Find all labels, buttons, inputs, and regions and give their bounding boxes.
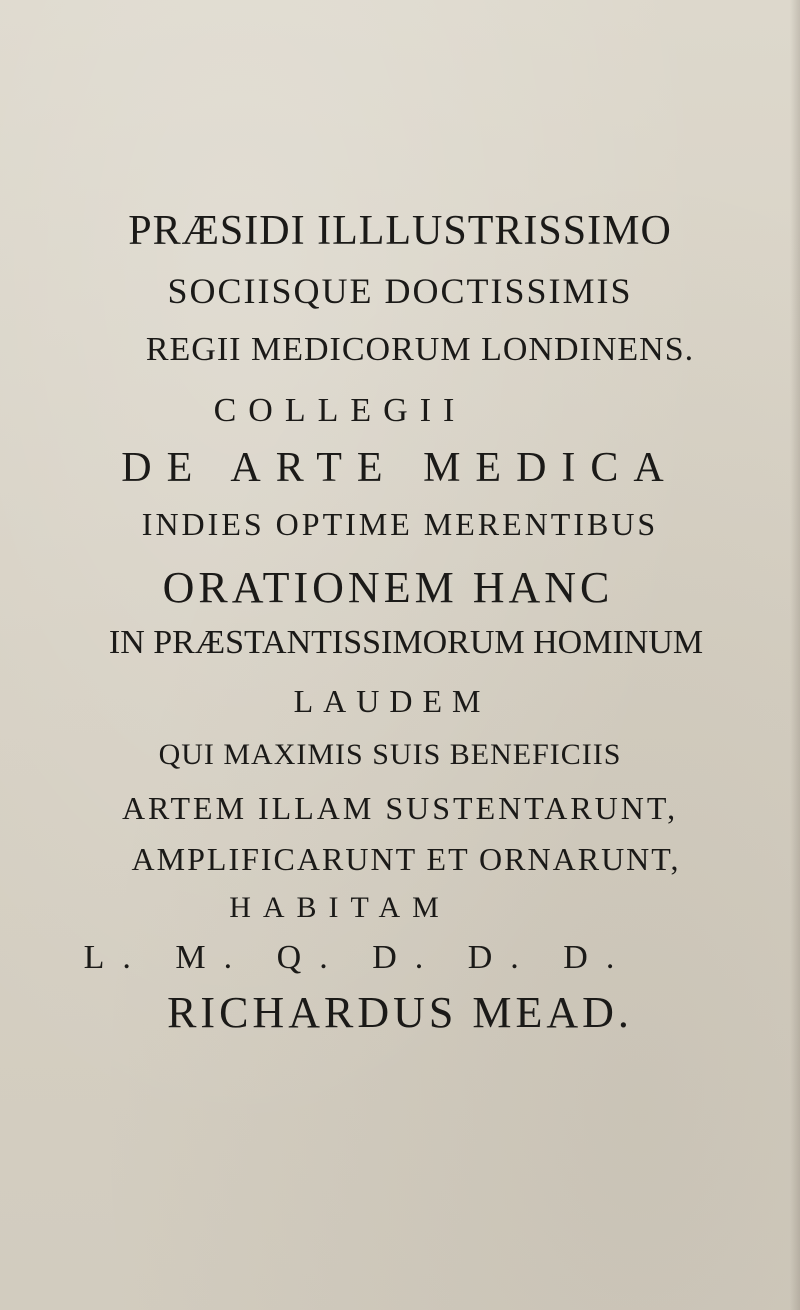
signature-line: RICHARDUS MEAD. — [167, 988, 633, 1037]
dedication-line-13: HABITAM — [229, 891, 451, 924]
dedication-line-4: COLLEGII — [213, 392, 467, 429]
dedication-line-11: ARTEM ILLAM SUSTENTARUNT, — [121, 790, 679, 826]
dedication-line-3: REGII MEDICORUM LONDINENS. — [145, 331, 695, 368]
dedication-line-9: LAUDEM — [293, 683, 491, 719]
dedication-line-5: DE ARTE MEDICA — [121, 445, 679, 491]
dedication-line-12: AMPLIFICARUNT ET ORNARUNT, — [131, 841, 681, 877]
dedication-line-8: IN PRÆSTANTISSIMORUM HOMINUM — [108, 624, 704, 661]
dedication-line-6: INDIES OPTIME MERENTIBUS — [141, 506, 659, 542]
dedication-line-2: SOCIISQUE DOCTISSIMIS — [167, 271, 633, 311]
dedication-line-1: PRÆSIDI ILLLUSTRISSIMO — [128, 208, 672, 254]
dedication-line-14: L. M. Q. D. D. D. — [83, 939, 633, 976]
dedication-line-10: QUI MAXIMIS SUIS BENEFICIIS — [158, 738, 622, 771]
dedication-line-7: ORATIONEM HANC — [162, 563, 614, 612]
